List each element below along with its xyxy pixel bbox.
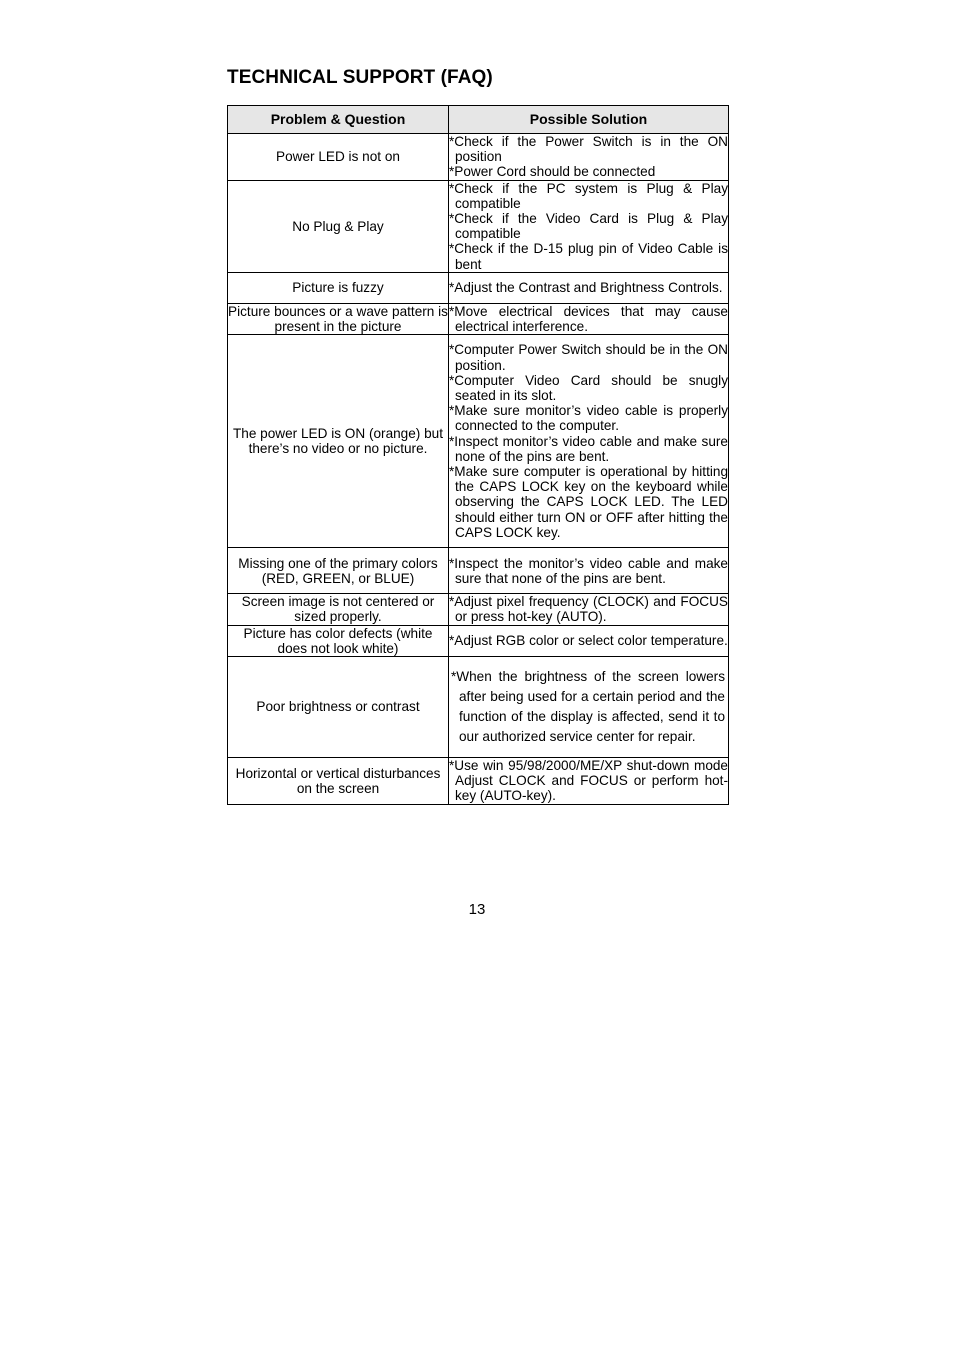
table-row [228, 335, 729, 548]
table-row [228, 657, 729, 758]
problem-cell: The power LED is ON (orange) but there’s no video or no picture. [228, 335, 449, 548]
solution-text: *Adjust the Contrast and Brightness Controls. [449, 280, 723, 296]
problem-cell: No Plug & Play [228, 180, 449, 272]
problem-cell: Horizontal or vertical disturbances on the screen [228, 758, 449, 805]
solution-cell [449, 594, 729, 625]
solution-text: *Inspect the monitor’s video cable and make sure that none of the pins are bent. [449, 555, 728, 586]
problem-cell: Screen image is not centered or sized properly. [228, 594, 449, 625]
table-row [228, 134, 729, 181]
solution-cell [449, 625, 729, 656]
solution-text: *When the brightness of the screen lowers after being used for a certain period and the function of the display is affected, send it to our authorized service center for repair. [451, 669, 725, 745]
faq-table [227, 105, 729, 805]
solution-text: *Check if the Power Switch is in the ON position [449, 134, 728, 165]
solution-cell [449, 303, 729, 334]
solution-text: *Check if the D-15 plug pin of Video Cable is bent [449, 241, 728, 272]
solution-cell [449, 180, 729, 272]
problem-cell: Picture is fuzzy [228, 272, 449, 303]
page-number: 13 [468, 901, 486, 918]
table-row [228, 548, 729, 594]
page-title: TECHNICAL SUPPORT (FAQ) [227, 67, 493, 88]
solution-text: *Check if the PC system is Plug & Play compatible [449, 180, 728, 211]
table-row [228, 625, 729, 656]
solution-column-header: Possible Solution [449, 106, 729, 134]
solution-text: *Adjust RGB color or select color temperature. [449, 633, 728, 649]
solution-text: *Use win 95/98/2000/ME/XP shut-down mode Adjust CLOCK and FOCUS or perform hot- key (AUTO-key). [449, 758, 728, 804]
solution-cell [449, 335, 729, 548]
problem-cell: Missing one of the primary colors (RED, GREEN, or BLUE) [228, 548, 449, 594]
problem-cell: Poor brightness or contrast [228, 657, 449, 758]
solution-text: *Make sure monitor’s video cable is properly connected to the computer. [449, 403, 728, 434]
table-header-row [228, 106, 729, 134]
problem-cell: Picture has color defects (white does not look white) [228, 625, 449, 656]
problem-cell: Picture bounces or a wave pattern is present in the picture [228, 303, 448, 335]
problem-column-header: Problem & Question [228, 106, 449, 134]
solution-cell [449, 134, 729, 181]
solution-cell [449, 657, 729, 758]
solution-cell [449, 272, 729, 303]
solution-text: *Computer Video Card should be snugly seated in its slot. [449, 372, 728, 404]
solution-text: *Power Cord should be connected [449, 164, 656, 180]
solution-text: *Inspect monitor’s video cable and make sure none of the pins are bent. [449, 433, 728, 464]
solution-text: *Move electrical devices that may cause electrical interference. [449, 303, 728, 335]
table-row [228, 180, 729, 272]
problem-cell: Power LED is not on [228, 134, 449, 181]
solution-cell [449, 548, 729, 594]
solution-cell [449, 758, 729, 805]
solution-text: *Make sure computer is operational by hitting the CAPS LOCK key on the keyboard while observing the CAPS LOCK LED. The LED should either turn ON or OFF after hitting the CAPS LOCK key. [449, 464, 728, 540]
table-row [228, 594, 729, 625]
solution-text: *Adjust pixel frequency (CLOCK) and FOCUS or press hot-key (AUTO). [449, 594, 728, 625]
solution-text: *Computer Power Switch should be in the ON position. [449, 342, 728, 373]
table-row [228, 758, 729, 805]
table-row [228, 303, 729, 334]
solution-text: *Check if the Video Card is Plug & Play compatible [449, 211, 728, 242]
table-row [228, 272, 729, 303]
